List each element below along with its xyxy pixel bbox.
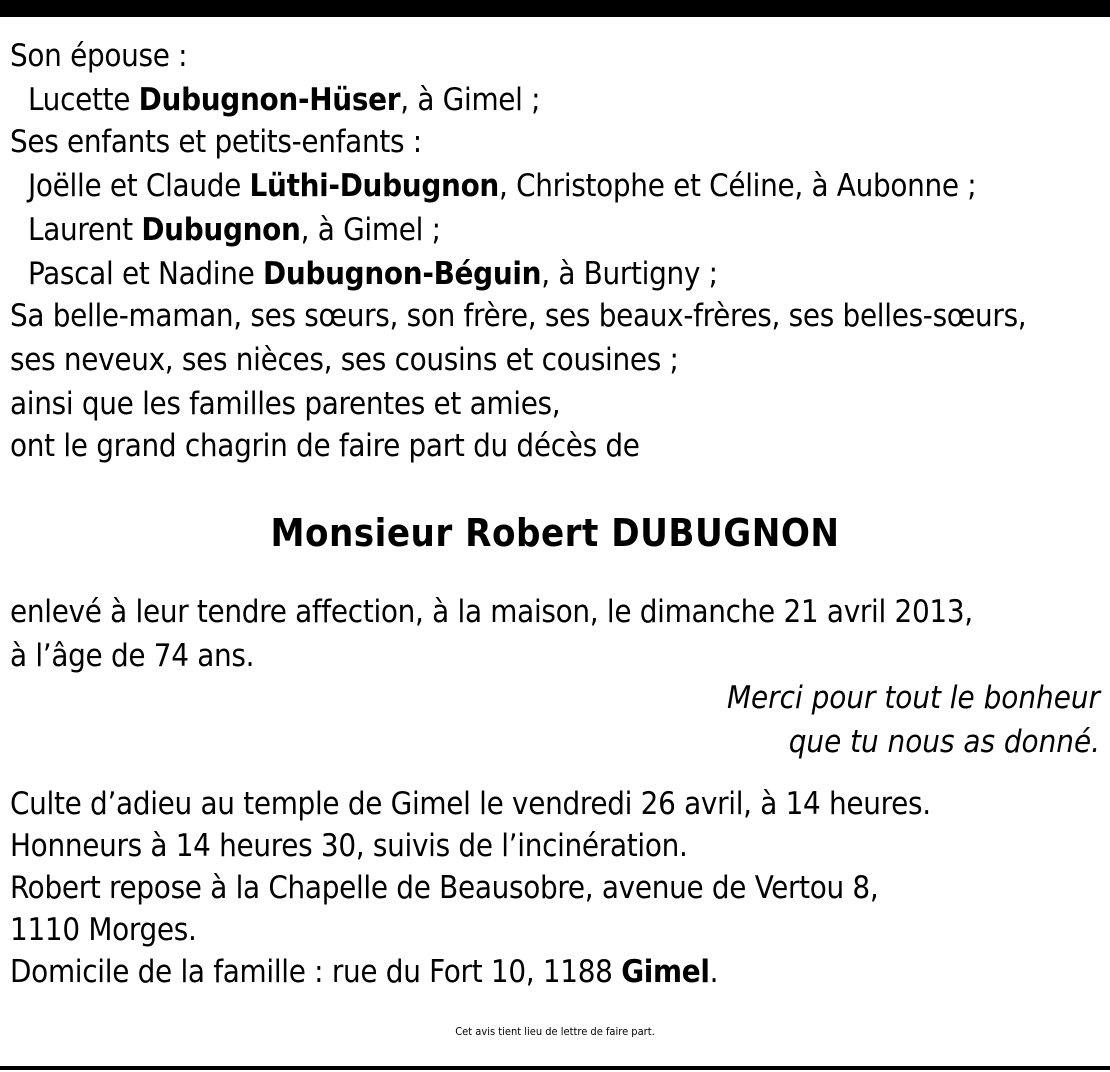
closing-note: Cet avis tient lieu de lettre de faire part. [455,1025,655,1038]
child-line [28,210,441,250]
relatives-line: Sa belle-maman, ses sœurs, son frère, ses beaux-frères, ses belles-sœurs, [10,298,1027,334]
domicile-suffix: . [709,954,719,990]
service-line: Culte d’adieu au temple de Gimel le vendredi 26 avril, à 14 heures. [10,786,931,822]
spouse-last-name: Dubugnon-Hüser [138,82,401,118]
quote-line: que tu nous as donné. [788,724,1100,760]
relatives-line: ses neveux, ses nièces, ses cousins et cousines ; [10,342,679,378]
repose-line: Robert repose à la Chapelle de Beausobre, avenue de Vertou 8, [10,870,879,906]
age-line: à l’âge de 74 ans. [10,638,255,674]
spouse-place: , à Gimel ; [400,82,541,118]
child-first-names: Laurent [28,212,142,248]
child-last-name: Lüthi-Dubugnon [249,168,499,204]
deceased-name: Monsieur Robert DUBUGNON [270,511,840,555]
announcement-line: ont le grand chagrin de faire part du décès de [10,428,640,464]
top-border-rule [0,0,1110,17]
child-line [28,166,976,206]
child-place: , à Burtigny ; [541,256,718,292]
service-line: Honneurs à 14 heures 30, suivis de l’incinération. [10,828,688,864]
child-last-name: Dubugnon-Béguin [263,256,542,292]
child-last-name: Dubugnon [141,212,301,248]
spouse-heading: Son épouse : [10,38,188,74]
relatives-line: ainsi que les familles parentes et amies, [10,386,561,422]
child-first-names: Pascal et Nadine [28,256,264,292]
child-place: , à Gimel ; [300,212,441,248]
domicile-town: Gimel [621,954,710,990]
child-line [28,254,718,294]
domicile-address: Domicile de la famille : rue du Fort 10, 1188 [10,954,622,990]
domicile-line [10,952,718,992]
spouse-first-name: Lucette [28,82,139,118]
death-details-line: enlevé à leur tendre affection, à la maison, le dimanche 21 avril 2013, [10,594,973,630]
bottom-border-rule [0,1066,1110,1070]
spouse-line [28,80,540,120]
child-first-names: Joëlle et Claude [28,168,250,204]
children-heading: Ses enfants et petits-enfants : [10,124,422,160]
repose-town-line: 1110 Morges. [10,912,197,948]
quote-line: Merci pour tout le bonheur [726,680,1100,716]
child-place: , Christophe et Céline, à Aubonne ; [499,168,977,204]
